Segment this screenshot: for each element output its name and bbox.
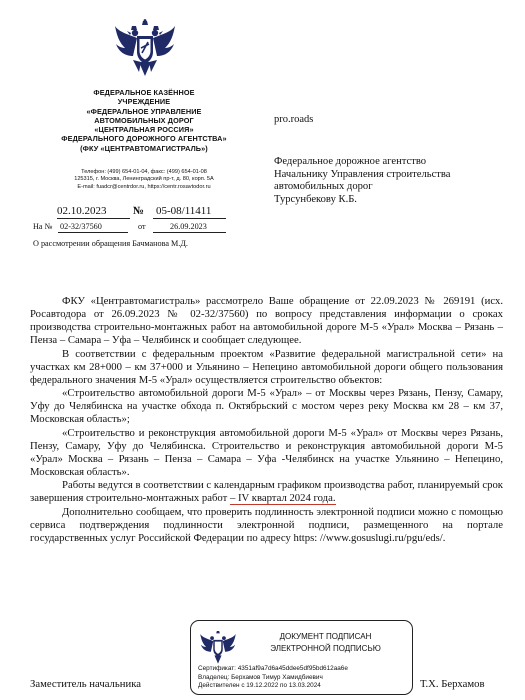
ref-label: На № bbox=[33, 222, 53, 231]
org-line: (ФКУ «ЦЕНТРАВТОМАГИСТРАЛЬ») bbox=[80, 143, 208, 153]
addressee-line: Турсунбекову К.Б. bbox=[274, 193, 357, 205]
addressee-line: автомобильных дорог bbox=[274, 181, 373, 193]
stamp-certificate-info bbox=[198, 665, 410, 691]
letter-subject: О рассмотрении обращения Бачманова М.Д. bbox=[33, 239, 188, 248]
addressee-block bbox=[274, 156, 514, 206]
double-headed-eagle-emblem-icon bbox=[113, 18, 177, 78]
outgoing-number-underline bbox=[153, 218, 226, 219]
document-tag: pro.roads bbox=[274, 114, 314, 125]
contact-phone: Телефон: (499) 654-01-04, факс: (499) 654-01-08 bbox=[81, 169, 207, 175]
body-paragraph: Дополнительно сообщаем, что проверить подлинность электронной подписи можно с помощью сервиса подтверждения подлинности электронной подписи, размещенного на портале государственных услуг Российской Федерации по адресу https: //www.gosuslugi.ru/pgu/eds/. bbox=[30, 505, 503, 544]
body-paragraph: В соответствии с федеральным проектом «Развитие федеральной магистральной сети» на участках км 28+000 – км 37+000 и Ульянино – Непецино автомобильной дороги общего пользования федерального значения М-5 «Урал» осуществляется строительство объектов: bbox=[30, 347, 503, 386]
ref-date: 26.09.2023 bbox=[170, 222, 207, 231]
number-label: № bbox=[133, 205, 145, 217]
signer-position: Заместитель начальника bbox=[30, 678, 141, 690]
addressee-line: Начальнику Управления строительства bbox=[274, 168, 451, 180]
letter-body bbox=[30, 295, 503, 545]
body-text: Работы ведутся в соответствии с календарным графиком производства работ, планируемый срок завершения строительно-монтажных работ bbox=[30, 479, 503, 505]
addressee-line: Федеральное дорожное агентство bbox=[274, 156, 427, 167]
double-headed-eagle-emblem-icon bbox=[199, 629, 237, 665]
organization-contacts bbox=[30, 169, 258, 191]
org-line: ФЕДЕРАЛЬНОГО ДОРОЖНОГО АГЕНТСТВА» bbox=[61, 134, 227, 144]
stamp-title-line: ДОКУМЕНТ ПОДПИСАН bbox=[279, 632, 372, 641]
contact-address: 125315, г. Москва, Ленинградский пр-т, д. 80, корп. 5А bbox=[74, 176, 214, 183]
body-paragraph: «Строительство автомобильной дороги М-5 «Урал» – от Москвы через Рязань, Пензу, Самару, Уфу до Челябинска на участке обхода п. Октябрьский с мостом через реку Москва км 28 – км 37, Московская область»; bbox=[30, 387, 503, 426]
electronic-signature-stamp bbox=[190, 620, 413, 695]
signer-name: Т.Х. Берхамов bbox=[420, 678, 485, 690]
stamp-certificate: Сертификат: 4351af9a7d6a45ddee5df95bd612aa6e bbox=[198, 665, 348, 672]
stamp-title-line: ЭЛЕКТРОННОЙ ПОДПИСЬЮ bbox=[270, 644, 381, 653]
ref-number: 02-32/37560 bbox=[60, 222, 102, 231]
org-line: УЧРЕЖДЕНИЕ bbox=[117, 97, 171, 107]
outgoing-date: 02.10.2023 bbox=[57, 205, 107, 217]
body-paragraph: «Строительство и реконструкция автомобильной дороги М-5 «Урал» от Москвы через Рязань, Пензу, Самару, Уфу до Челябинска. Строительство и реконструкция автомобильной дороги М-5 «Урал» Москва – Рязань – Пенза – Самара – Уфа -Челябинск на участке Ульянино – Непецино, Московская область». bbox=[30, 426, 503, 479]
outgoing-date-underline bbox=[57, 218, 130, 219]
outgoing-number: 05-08/11411 bbox=[156, 205, 212, 217]
org-line: «ЦЕНТРАЛЬНАЯ РОССИЯ» bbox=[94, 125, 194, 135]
body-paragraph bbox=[30, 479, 503, 505]
organization-name bbox=[30, 88, 258, 153]
ref-date-underline bbox=[153, 232, 226, 233]
body-paragraph: ФКУ «Центравтомагистраль» рассмотрело Ваше обращение от 22.09.2023 № 269191 (исх. Росавтодора от 26.09.2023 № 02-32/37560) по вопросу представления информации о сроках производства строительно-монтажных работ на автомобильной дороге М-5 «Урал» Москва – Рязань – Пенза – Самара – Уфа – Челябинск и сообщает следующее. bbox=[30, 295, 503, 347]
ref-from-label: от bbox=[138, 222, 146, 231]
stamp-owner: Владелец: Берхамов Тимур Хамидбиевич bbox=[198, 673, 323, 681]
org-line: «ФЕДЕРАЛЬНОЕ УПРАВЛЕНИЕ bbox=[86, 106, 202, 116]
stamp-validity: Действителен с 19.12.2022 по 13.03.2024 bbox=[198, 682, 321, 690]
org-line: АВТОМОБИЛЬНЫХ ДОРОГ bbox=[94, 115, 194, 125]
ref-number-underline bbox=[58, 232, 128, 233]
completion-deadline: – IV квартал 2024 года. bbox=[229, 492, 336, 505]
org-line: ФЕДЕРАЛЬНОЕ КАЗЁННОЕ bbox=[93, 88, 195, 97]
contact-email: E-mail: fuadcr@centrdor.ru, https://centr.rosavtodor.ru bbox=[77, 183, 211, 190]
stamp-title bbox=[243, 631, 408, 655]
